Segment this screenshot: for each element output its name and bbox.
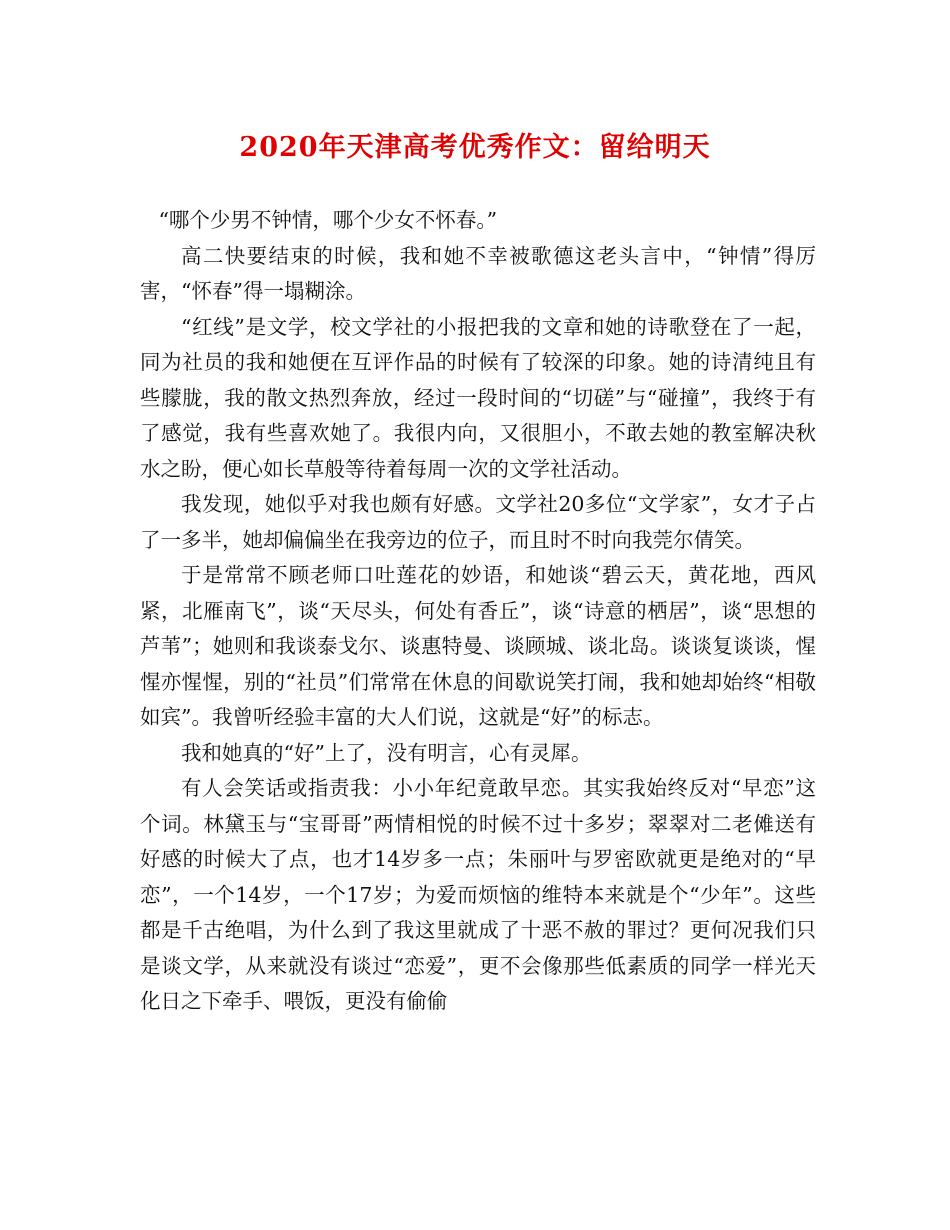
paragraph: 有人会笑话或指责我：小小年纪竟敢早恋。其实我始终反对“早恋”这个词。林黛玉与“宝哥哥”两情相悦的时候不过十多岁；翠翠对二老傩送有好感的时候大了点，也才14岁多一点；朱丽叶与罗密欧就更是绝对的“早恋”，一个14岁，一个17岁；为爱而烦恼的维特本来就是个“少年”。这些都是千古绝唱，为什么到了我这里就成了十恶不赦的罪过？更何况我们只是谈文学，从来就没有谈过“恋爱”，更不会像那些低素质的同学一样光天化日之下牵手、喂饭，更没有偷偷 (140, 776, 816, 1013)
paragraph: “哪个少男不钟情，哪个少女不怀春。” (158, 208, 498, 232)
paragraph: 我发现，她似乎对我也颇有好感。文学社20多位“文学家”，女才子占了一多半，她却偏偏坐在我旁边的位子，而且时不时向我莞尔倩笑。 (140, 492, 816, 552)
page-title: 2020年天津高考优秀作文：留给明天 (239, 132, 711, 163)
paragraph: 我和她真的“好”上了，没有明言，心有灵犀。 (181, 740, 592, 765)
paragraph: 高二快要结束的时候，我和她不幸被歌德这老头言中，“钟情”得厉害，“怀春”得一塌糊涂。 (140, 243, 816, 303)
article-body (140, 203, 816, 1020)
paragraph: “红线”是文学，校文学社的小报把我的文章和她的诗歌登在了一起，同为社员的我和她便在互评作品的时候有了较深的印象。她的诗清纯且有些朦胧，我的散文热烈奔放，经过一段时间的“切磋”与“碰撞”，我终于有了感觉，我有些喜欢她了。我很内向，又很胆小，不敢去她的教室解决秋水之盼，便心如长草般等待着每周一次的文学社活动。 (140, 314, 816, 481)
paragraph: 于是常常不顾老师口吐莲花的妙语，和她谈“碧云天，黄花地，西风紧，北雁南飞”，谈“天尽头，何处有香丘”，谈“诗意的栖居”，谈“思想的芦苇”；她则和我谈泰戈尔、谈惠特曼、谈顾城、谈北岛。谈谈复谈谈，惺惺亦惺惺，别的“社员”们常常在休息的间歇说笑打闹，我和她却始终“相敬如宾”。我曾听经验丰富的大人们说，这就是“好”的标志。 (140, 563, 816, 729)
